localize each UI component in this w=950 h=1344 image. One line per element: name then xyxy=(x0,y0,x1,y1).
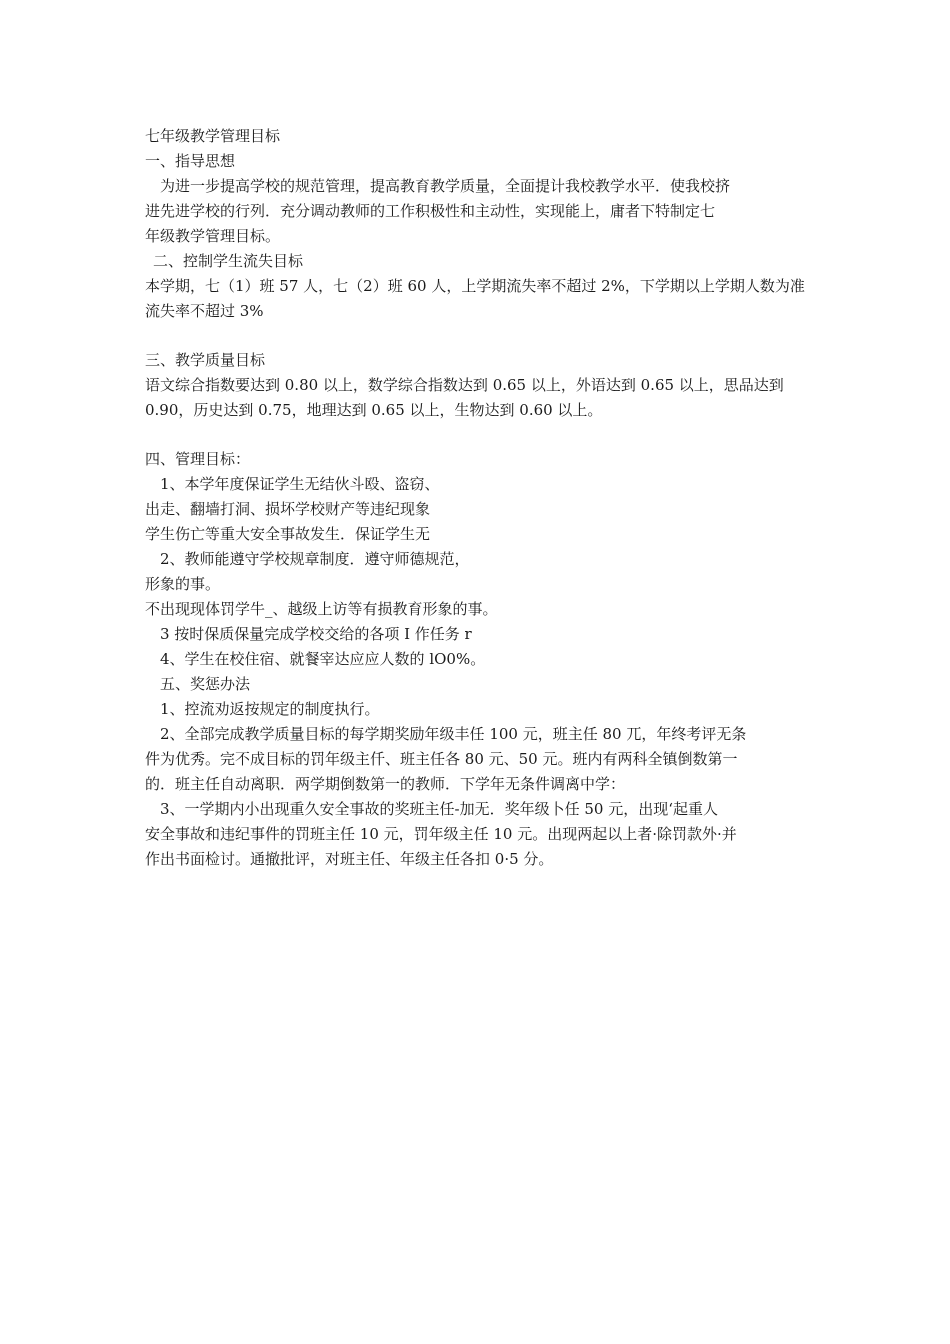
section-4-heading: 四、管理目标： xyxy=(145,450,251,468)
section-1-line: 为进一步提高学校的规范管理，提高教育教学质量，全面提计我校教学水平．使我校挤 xyxy=(160,177,731,195)
section-5-line: 2、全部完成教学质量目标的每学期奖励年级丰任 100 元，班主任 80 兀，年终考评无条 xyxy=(160,725,747,743)
section-2-heading: 二、控制学生流失目标 xyxy=(153,252,304,270)
section-5-line: 1、控流劝返按规定的制度执行。 xyxy=(160,700,380,718)
section-3-line: 0.90，历史达到 0.75，地理达到 0.65 以上，生物达到 0.60 以上。 xyxy=(145,401,603,419)
section-5-line: 作出书面检讨。通撤批评，对班主任、年级主任各扣 0·5 分。 xyxy=(145,850,554,868)
section-4-line: 4、学生在校住宿、就餐宰达应应人数的 lO0%。 xyxy=(160,650,486,668)
section-5-line: 3、一学期内小出现重久安全事故的奖班主任-加无．奖年级卜任 50 元，出现‘起重人 xyxy=(160,800,719,818)
section-5-line: 安全事故和违纪事件的罚班主任 10 元，罚年级主任 10 元。出现两起以上者·除罚款外·并 xyxy=(145,825,737,843)
document-title: 七年级教学管理目标 xyxy=(145,127,281,145)
section-3-line: 语文综合指数要达到 0.80 以上，数学综合指数达到 0.65 以上，外语达到 0.65 以上，思品达到 xyxy=(145,376,784,394)
section-5-heading: 五、奖惩办法 xyxy=(160,675,251,693)
spacer xyxy=(145,324,825,348)
document-body xyxy=(145,124,825,872)
section-4-line: 不出现现体罚学牛_、越级上访等有损教育形象的事。 xyxy=(145,600,498,618)
section-2-line: 本学期，七（1）班 57 人，七（2）班 60 人，上学期流失率不超过 2%，下学期以上学期人数为准 xyxy=(145,277,805,295)
section-4-line: 1、本学年度保证学生无结伙斗殴、盗窃、 xyxy=(160,475,440,493)
section-2-line: 流失率不超过 3% xyxy=(145,302,264,320)
section-4-line: 3 按时保质保量完成学校交给的各项 I 作任务 r xyxy=(160,625,472,643)
section-4-line: 学生伤亡等重大安全事故发生．保证学生无 xyxy=(145,525,431,543)
section-4-line: 出走、翻墙打洞、损坏学校财产等违纪现象 xyxy=(145,500,431,518)
section-1-line: 年级教学管理目标。 xyxy=(145,227,281,245)
section-1-heading: 一、指导思想 xyxy=(145,152,236,170)
section-4-line: 2、教师能遵守学校规章制度．遵守师德规范， xyxy=(160,550,470,568)
section-4-line: 形象的事。 xyxy=(145,575,221,593)
section-1-line: 进先进学校的行列．充分调动教师的工作积极性和主动性，实现能上，庸者下特制定七 xyxy=(145,202,716,220)
section-5-line: 的．班主任自动离职．两学期倒数第一的教师．下学年无条件调离中学： xyxy=(145,775,626,793)
section-3-heading: 三、教学质量目标 xyxy=(145,351,266,369)
section-5-line: 件为优秀。完不成目标的罚年级主仟、班主任各 80 元、50 元。班内有两科全镇倒数第一 xyxy=(145,750,738,768)
spacer xyxy=(145,423,825,447)
